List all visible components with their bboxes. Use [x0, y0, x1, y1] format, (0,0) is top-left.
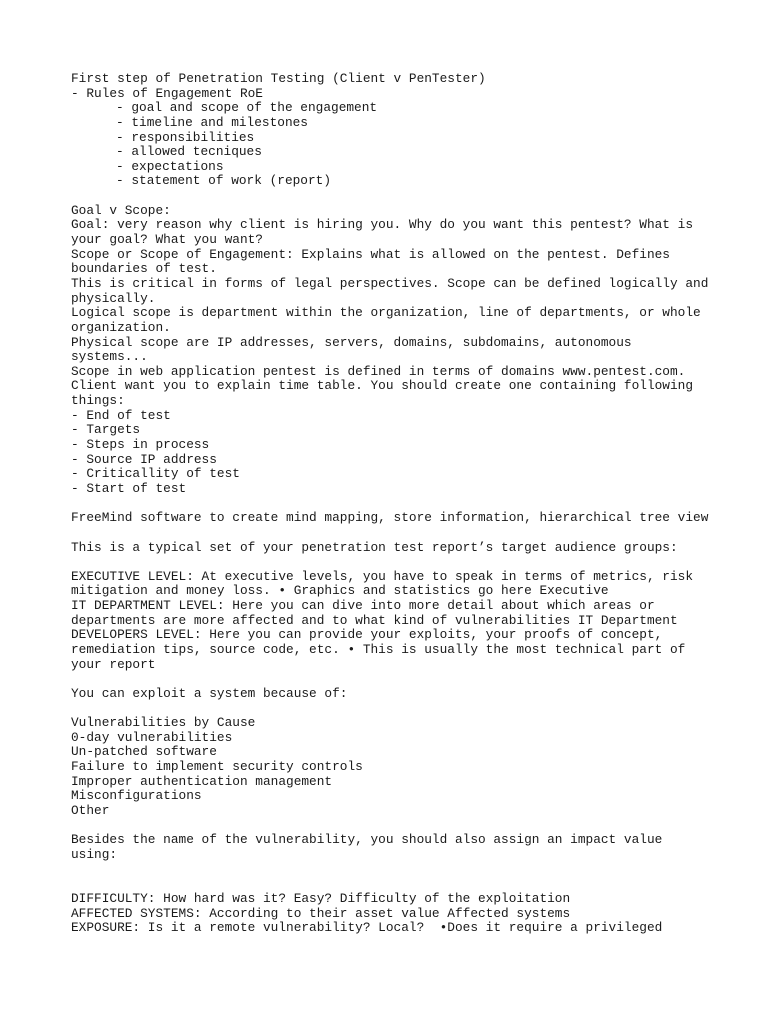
text-line: Vulnerabilities by Cause	[71, 715, 256, 731]
text-line: - responsibilities	[116, 129, 255, 145]
text-line: DIFFICULTY: How hard was it? Easy? Difficulty of the exploitation	[71, 890, 571, 906]
text-line: boundaries of test.	[71, 261, 217, 277]
text-line: EXECUTIVE LEVEL: At executive levels, you have to speak in terms of metrics, risk	[71, 568, 694, 584]
text-line: - Steps in process	[71, 437, 210, 453]
text-line: Logical scope is department within the organization, line of departments, or whole	[71, 305, 701, 321]
text-line: - Source IP address	[71, 451, 217, 467]
text-line: Besides the name of the vulnerability, you should also assign an impact value	[71, 832, 663, 848]
text-line: DEVELOPERS LEVEL: Here you can provide your exploits, your proofs of concept,	[71, 627, 663, 643]
text-line: This is a typical set of your penetration test report’s target audience groups:	[71, 539, 678, 555]
text-line: Client want you to explain time table. You should create one containing following	[71, 378, 694, 394]
text-line: - timeline and milestones	[116, 114, 308, 130]
text-line: Other	[71, 803, 110, 819]
text-line: physically.	[71, 290, 156, 306]
text-line: - Criticallity of test	[71, 466, 240, 482]
text-line: Goal v Scope:	[71, 202, 171, 218]
text-line: mitigation and money loss. • Graphics and statistics go here Executive	[71, 583, 609, 599]
text-line: organization.	[71, 319, 171, 335]
text-line: remediation tips, source code, etc. • This is usually the most technical part of	[71, 641, 686, 657]
text-line: FreeMind software to create mind mapping, store information, hierarchical tree view	[71, 510, 709, 526]
text-line: your report	[71, 656, 156, 672]
text-line: - Rules of Engagement RoE	[71, 85, 263, 101]
text-line: systems...	[71, 349, 148, 365]
text-line: Misconfigurations	[71, 788, 202, 804]
text-line	[71, 702, 731, 717]
text-line: Goal: very reason why client is hiring you. Why do you want this pentest? What is	[71, 217, 694, 233]
text-line	[71, 877, 731, 892]
text-line: Un-patched software	[71, 744, 217, 760]
text-line	[71, 189, 731, 204]
text-line	[71, 497, 731, 512]
text-line: - statement of work (report)	[116, 173, 332, 189]
text-line: First step of Penetration Testing (Client v PenTester)	[71, 71, 486, 86]
text-line: IT DEPARTMENT LEVEL: Here you can dive into more detail about which areas or	[71, 598, 655, 614]
text-line: - Targets	[71, 422, 141, 438]
text-line: your goal? What you want?	[71, 232, 263, 248]
text-line: This is critical in forms of legal perspectives. Scope can be defined logically and	[71, 275, 709, 291]
text-line: - Start of test	[71, 480, 187, 496]
text-line: - allowed tecniques	[116, 144, 262, 160]
text-line: Failure to implement security controls	[71, 759, 363, 775]
text-line: - expectations	[116, 158, 224, 174]
text-line: - End of test	[71, 407, 171, 423]
text-line: using:	[71, 846, 118, 862]
text-line	[71, 672, 731, 687]
text-line	[71, 863, 731, 878]
text-line: Physical scope are IP addresses, servers, domains, subdomains, autonomous	[71, 334, 632, 350]
text-line: - goal and scope of the engagement	[116, 100, 378, 116]
text-line: departments are more affected and to what kind of vulnerabilities IT Department	[71, 612, 678, 628]
text-line: things:	[71, 393, 125, 409]
text-line: EXPOSURE: Is it a remote vulnerability? Local? •Does it require a privileged	[71, 920, 663, 936]
text-line	[71, 819, 731, 834]
text-line	[71, 555, 731, 570]
text-line: You can exploit a system because of:	[71, 685, 348, 701]
text-line: Scope in web application pentest is defined in terms of domains www.pentest.com.	[71, 363, 686, 379]
text-line: AFFECTED SYSTEMS: According to their asset value Affected systems	[71, 905, 571, 921]
text-line	[71, 526, 731, 541]
document-body	[71, 72, 731, 936]
text-line: Scope or Scope of Engagement: Explains what is allowed on the pentest. Defines	[71, 246, 670, 262]
text-line: Improper authentication management	[71, 773, 333, 789]
text-line: 0-day vulnerabilities	[71, 729, 233, 745]
